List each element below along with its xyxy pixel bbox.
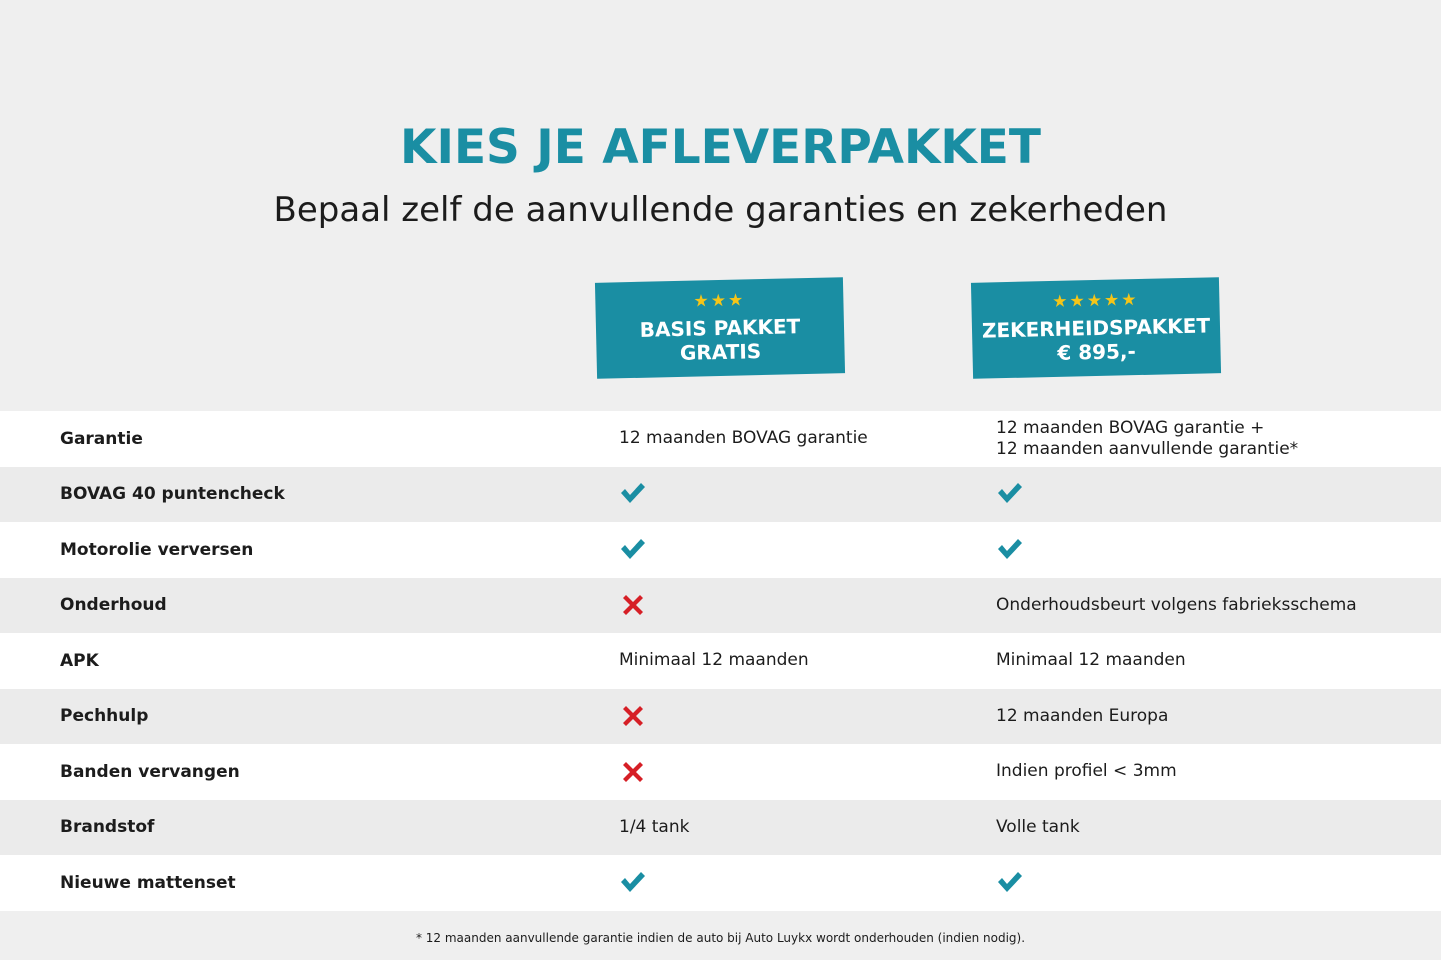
checkmark-icon <box>996 536 1024 564</box>
zekerheid-package-cell <box>996 800 1416 856</box>
package-name: ZEKERHEIDSPAKKET <box>981 313 1211 343</box>
cell-text: 12 maanden BOVAG garantie + <box>996 417 1265 438</box>
basic-package-cell <box>619 689 959 745</box>
basic-package-cell <box>619 411 959 467</box>
row-label: BOVAG 40 puntencheck <box>60 484 285 505</box>
basic-package-cell <box>619 633 959 689</box>
zekerheid-package-cell <box>996 522 1416 578</box>
table-row <box>0 522 1441 578</box>
row-label: Pechhulp <box>60 706 149 727</box>
table-row <box>0 467 1441 523</box>
zekerheid-package-cell <box>996 744 1416 800</box>
package-badge-zekerheid <box>971 277 1221 379</box>
cell-text: Minimaal 12 maanden <box>619 650 809 671</box>
checkmark-icon <box>996 869 1024 897</box>
row-label: Onderhoud <box>60 595 167 616</box>
table-row <box>0 689 1441 745</box>
row-label: Garantie <box>60 428 143 449</box>
footnote: * 12 maanden aanvullende garantie indien de auto bij Auto Luykx wordt onderhouden (indien nodig). <box>415 931 1026 945</box>
package-name: BASIS PAKKET <box>639 314 801 342</box>
table-row <box>0 855 1441 911</box>
cell-text: 12 maanden Europa <box>996 705 1169 726</box>
checkmark-icon <box>619 869 647 897</box>
checkmark-icon <box>996 480 1024 508</box>
cell-text: 1/4 tank <box>619 816 690 837</box>
cell-text: 12 maanden aanvullende garantie* <box>996 438 1299 459</box>
basic-package-cell <box>619 800 959 856</box>
zekerheid-package-cell <box>996 633 1416 689</box>
package-badge-basic <box>595 277 845 379</box>
row-label: APK <box>60 650 99 671</box>
package-price: € 895,- <box>1057 339 1137 365</box>
table-row <box>0 800 1441 856</box>
basic-package-cell <box>619 855 959 911</box>
cross-icon <box>619 758 647 786</box>
package-price: GRATIS <box>679 339 762 365</box>
row-label: Brandstof <box>60 817 155 838</box>
cell-text: 12 maanden BOVAG garantie <box>619 428 868 449</box>
table-row <box>0 578 1441 634</box>
stars-icon: ★★★ <box>693 290 746 312</box>
stars-icon: ★★★★★ <box>1052 290 1139 312</box>
zekerheid-package-cell <box>996 578 1416 634</box>
zekerheid-package-cell <box>996 855 1416 911</box>
cell-text: Minimaal 12 maanden <box>996 650 1186 671</box>
zekerheid-package-cell <box>996 689 1416 745</box>
cross-icon <box>619 702 647 730</box>
checkmark-icon <box>619 536 647 564</box>
table-row <box>0 744 1441 800</box>
zekerheid-package-cell <box>996 467 1416 523</box>
basic-package-cell <box>619 467 959 523</box>
checkmark-icon <box>619 480 647 508</box>
table-row <box>0 411 1441 467</box>
cell-text: Indien profiel < 3mm <box>996 761 1177 782</box>
cell-text: Onderhoudsbeurt volgens fabrieksschema <box>996 594 1357 615</box>
page-title: KIES JE AFLEVERPAKKET <box>400 120 1041 175</box>
basic-package-cell <box>619 578 959 634</box>
basic-package-cell <box>619 744 959 800</box>
comparison-table <box>0 411 1441 911</box>
cross-icon <box>619 591 647 619</box>
page-subtitle: Bepaal zelf de aanvullende garanties en zekerheden <box>273 190 1168 230</box>
table-row <box>0 633 1441 689</box>
row-label: Motorolie verversen <box>60 539 254 560</box>
zekerheid-package-cell <box>996 411 1416 467</box>
row-label: Nieuwe mattenset <box>60 872 236 893</box>
cell-text: Volle tank <box>996 816 1080 837</box>
basic-package-cell <box>619 522 959 578</box>
row-label: Banden vervangen <box>60 761 240 782</box>
